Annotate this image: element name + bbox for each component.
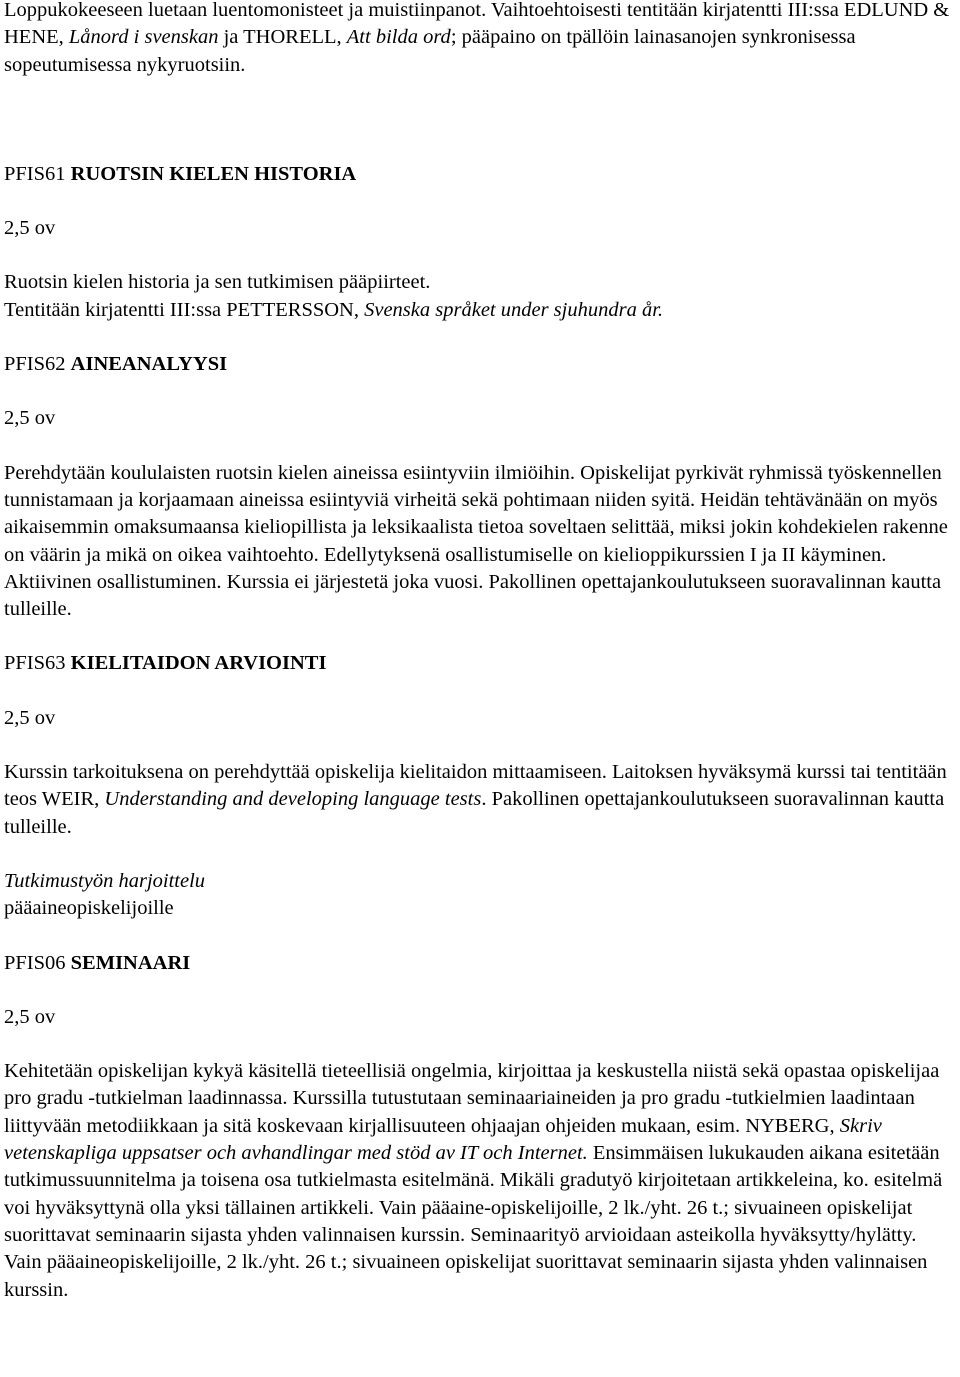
intro-text-1: Loppukokeeseen luetaan luentomonisteet ja muistiinpanot. Vaihtoehtoisesti tentitään kirjatentti III:ssa EDLUND & HENE, [4,0,950,49]
seminar-note: Vain pääaineopiskelijoille, 2 lk./yht. 26 t.; sivuaineen opiskelijat suorittavat seminaarin sijasta yhden valinnaisen kurssin. [4,1251,928,1301]
course-desc-text-1: Kurssin tarkoituksena on perehdyttää opiskelija kielitaidon mittaamiseen. Laitoksen hyväksymä kurssi tai tentitään teos WEIR, [4,761,947,811]
seminar-desc-text-1: Kehitetään opiskelijan kykyä käsitellä tieteellisiä ongelmia, kirjoittaa ja keskustella niistä sekä opastaa opiskelijaa pro gradu -tutkielman laadinnassa. Kurssilla tutustutaan seminaariaineiden ja pro gradu -tutkielmien laadintaan liittyvään metodiikkaan ja sitä koskevaan kirjallisuuteen ohjaajan ohjeiden mukaan, esim. NYBERG, [4,1060,940,1137]
course-description [4,759,958,841]
seminar-book-title: Skriv vetenskapliga uppsatser och avhandlingar med stöd av IT och Internet. [4,1114,882,1165]
course-code: PFIS06 [4,951,66,974]
intro-text-2: ja THORELL, [218,26,347,49]
course-exam-text: Tentitään kirjatentti III:ssa PETTERSSON, [4,298,365,321]
course-description [4,1058,958,1249]
course-credits: 2,5 ov [4,217,56,240]
course-title: AINEANALYYSI [70,353,228,376]
course-exam-info [4,297,958,324]
course-heading-pfis61 [4,161,958,188]
course-credits: 2,5 ov [4,407,56,430]
intro-book-title-1: Lånord i svenskan [68,26,219,49]
section-title-text: Tutkimustyön harjoittelu [4,869,206,892]
course-heading-pfis63 [4,650,958,677]
course-credits: 2,5 ov [4,706,56,729]
course-book-title: Understanding and developing language tests [104,788,482,811]
document-page [4,0,958,1304]
course-description: Perehdytään koululaisten ruotsin kielen aineissa esiintyviin ilmiöihin. Opiskelijat pyrkivät ryhmissä työskennellen tunnistamaan ja korjaamaan aineissa esiintyviä virheitä sekä pohtimaan niiden syitä. Heidän tehtävänään on myös aikaisemmin omaksumaansa kieliopillista ja leksikaalista tietoa soveltaen selittää, miksi jokin kohdekielen rakenne on väärin ja mikä on oikea vaihtoehto. Edellytyksenä osallistumiselle on kielioppikurssien I ja II käyminen. Aktiivinen osallistuminen. Kurssia ei järjestetä joka vuosi. Pakollinen opettajankoulutukseen suoravalinnan kautta tulleille. [4,461,948,621]
section-title [4,868,958,895]
course-code: PFIS62 [4,353,66,376]
intro-text-3: ; pääpaino on tpällöin lainasanojen synkronisessa sopeutumisessa nykyruotsiin. [4,26,856,76]
course-heading-pfis62 [4,351,958,378]
course-title: RUOTSIN KIELEN HISTORIA [70,162,357,185]
course-code: PFIS61 [4,162,66,185]
seminar-desc-text-2: Ensimmäisen lukukauden aikana esitetään tutkimussuunnitelma ja toisena osa tutkielmasta esitelmänä. Mikäli gradutyö kirjoitetaan artikkeleina, ko. esitelmä voi hyväksyttynä olla yksi tällainen artikkeli. Vain pääaine-opiskelijoille, 2 lk./yht. 26 t.; sivuaineen opiskelijat suorittavat seminaarin sijasta yhden valinnaisen kurssin. Seminaarityö arvioidaan asteikolla hyväksytty/hylätty. [4,1142,943,1246]
course-credits: 2,5 ov [4,1005,56,1028]
course-title: KIELITAIDON ARVIOINTI [70,652,327,675]
intro-paragraph [4,0,958,79]
course-desc-text-2: . Pakollinen opettajankoulutukseen suoravalinnan kautta tulleille. [4,788,945,838]
course-description: Ruotsin kielen historia ja sen tutkimisen pääpiirteet. [4,271,431,294]
course-title: SEMINAARI [70,951,191,974]
course-code: PFIS63 [4,652,66,675]
course-heading-pfis06 [4,950,958,977]
section-subtitle: pääaineopiskelijoille [4,897,174,920]
course-book-title: Svenska språket under sjuhundra år. [364,298,664,321]
intro-book-title-2: Att bilda ord [346,26,451,49]
